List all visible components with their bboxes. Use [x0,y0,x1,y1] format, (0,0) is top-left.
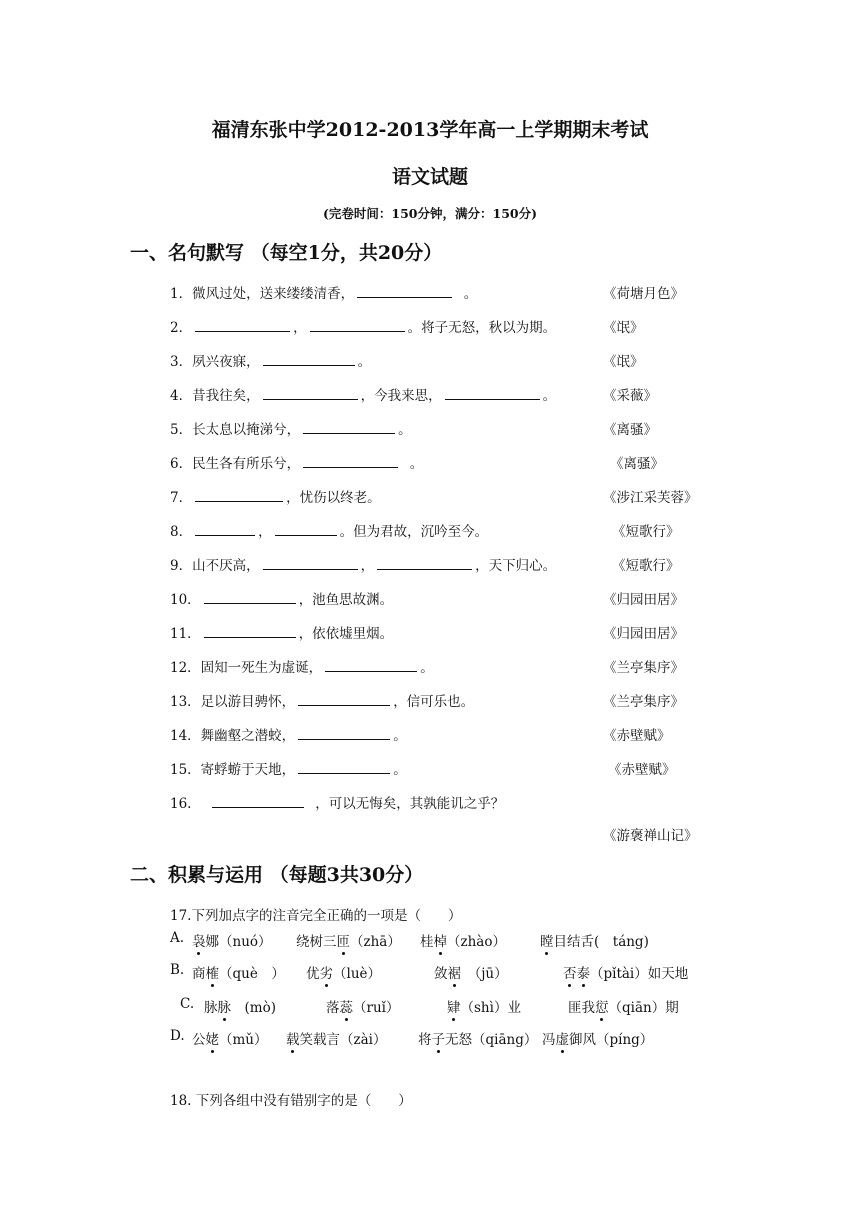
answer-blank[interactable] [377,555,472,570]
dotted-char: 否 [563,966,577,982]
question-4: 4．昔我往矣， ，今我来思， 。 [170,384,556,404]
dotted-char: 袅 [192,934,206,950]
option-c-item: 匪我愆（qiān）期 [568,1000,679,1016]
option-c-item: 落蕊（ruǐ） [326,1000,400,1016]
answer-blank[interactable] [303,453,398,468]
question-9: 9．山不厌高， ， ，天下归心。 [170,554,556,574]
option-a-label: A. [170,930,185,946]
source-5: 《离骚》 [603,422,657,438]
answer-blank[interactable] [263,555,358,570]
option-b-item: 敛裾 （jū） [434,966,508,982]
source-11: 《归园田居》 [603,626,684,642]
answer-blank[interactable] [298,691,390,706]
option-a-item: 瞠目结舌( táng) [540,934,649,950]
source-13: 《兰亭集序》 [603,694,684,710]
answer-blank[interactable] [195,521,255,536]
question-3: 3．夙兴夜寐， 。 [170,350,371,370]
answer-blank[interactable] [325,657,417,672]
source-1: 《荷塘月色》 [603,286,684,302]
answer-blank[interactable] [195,317,290,332]
option-b-item: 否泰（pǐtài）如天地 [563,966,689,982]
source-8: 《短歌行》 [612,524,680,540]
dotted-char: 瞠 [540,934,554,950]
answer-blank[interactable] [303,419,395,434]
question-15: 15．寄蜉蝣于天地， 。 [170,758,407,778]
question-16: 16. ，可以无悔矣，其孰能讥之乎？ [170,792,504,812]
answer-blank[interactable] [298,759,390,774]
dotted-char: 载 [286,1032,300,1048]
exam-note: (完卷时间：150分钟，满分：150分) [322,206,537,221]
answer-blank[interactable] [204,589,296,604]
dotted-char: 姥 [205,1032,219,1048]
dotted-char: 棹 [433,934,447,950]
source-16: 《游褒禅山记》 [603,828,698,844]
source-10: 《归园田居》 [603,592,684,608]
option-d-item: 载笑载言（zài） [286,1032,387,1048]
question-8: 8． ， 。但为君故，沉吟至今。 [170,520,488,540]
source-9: 《短歌行》 [612,558,680,574]
section2-heading: 二、积累与运用 （每题3共30分） [130,864,424,886]
option-a-item: 袅娜（nuó） [192,934,272,950]
dotted-char: 榷 [205,966,219,982]
option-c-label: C. [180,996,195,1012]
question-12: 12．固知一死生为虚诞， 。 [170,656,434,676]
dotted-char: 肄 [447,1000,461,1016]
option-d-label: D. [170,1028,185,1044]
answer-blank[interactable] [310,317,405,332]
source-3: 《氓》 [603,354,644,370]
question-10: 10． ，池鱼思故渊。 [170,588,393,608]
option-c-item: 脉脉 (mò) [204,1000,276,1016]
option-a-item: 绕树三匝（zhā） [296,934,401,950]
source-6: 《离骚》 [610,456,664,472]
question-6: 6．民生各有所乐兮， 。 [170,452,423,472]
source-4: 《采薇》 [603,388,657,404]
dotted-char: 子 [431,1032,445,1048]
option-a-item: 桂棹（zhào） [420,934,506,950]
dotted-char: 泰 [576,966,590,982]
dotted-char: 虚 [555,1032,569,1048]
question-17-stem: 17.下列加点字的注音完全正确的一项是（ ） [170,908,462,924]
dotted-char: 愆 [595,1000,609,1016]
question-1: 1．微风过处，送来缕缕清香， 。 [170,282,477,302]
question-13: 13．足以游目骋怀， ，信可乐也。 [170,690,474,710]
answer-blank[interactable] [275,521,337,536]
source-2: 《氓》 [603,320,644,336]
section1-heading: 一、名句默写 （每空1分，共20分） [130,242,443,264]
dotted-char: 蕊 [339,1000,353,1016]
question-2: 2． ， 。将子无怒，秋以为期。 [170,316,556,336]
question-11: 11． ，依依墟里烟。 [170,622,393,642]
answer-blank[interactable] [263,351,355,366]
dotted-char: 裾 [447,966,461,982]
source-14: 《赤壁赋》 [603,728,671,744]
source-12: 《兰亭集序》 [603,660,684,676]
answer-blank[interactable] [445,385,540,400]
answer-blank[interactable] [357,283,452,298]
answer-blank[interactable] [212,793,304,808]
option-d-item: 将子无怒（qiāng） [418,1032,538,1048]
option-c-item: 肄（shì）业 [447,1000,521,1016]
dotted-char: 劣 [319,966,333,982]
option-d-item: 公姥（mǔ） [192,1032,268,1048]
option-d-item: 冯虚御风（píng） [542,1032,654,1048]
exam-subtitle: 语文试题 [391,166,468,188]
option-b-item: 优劣（luè） [306,966,382,982]
answer-blank[interactable] [195,487,283,502]
answer-blank[interactable] [263,385,358,400]
source-15: 《赤壁赋》 [608,762,676,778]
exam-title: 福清东张中学2012-2013学年高一上学期期末考试 [211,119,649,141]
question-14: 14．舞幽壑之潜蛟， 。 [170,724,407,744]
dotted-char: 匝 [336,934,350,950]
answer-blank[interactable] [204,623,296,638]
question-7: 7． ，忧伤以终老。 [170,486,381,506]
question-18-stem: 18. 下列各组中没有错别字的是（ ） [170,1093,412,1109]
answer-blank[interactable] [298,725,390,740]
source-7: 《涉江采芙蓉》 [603,490,698,506]
dotted-char: 脉 [217,1000,231,1016]
question-5: 5．长太息以掩涕兮， 。 [170,418,412,438]
option-b-label: B. [170,962,185,978]
option-b-item: 商榷（què ） [192,966,285,982]
